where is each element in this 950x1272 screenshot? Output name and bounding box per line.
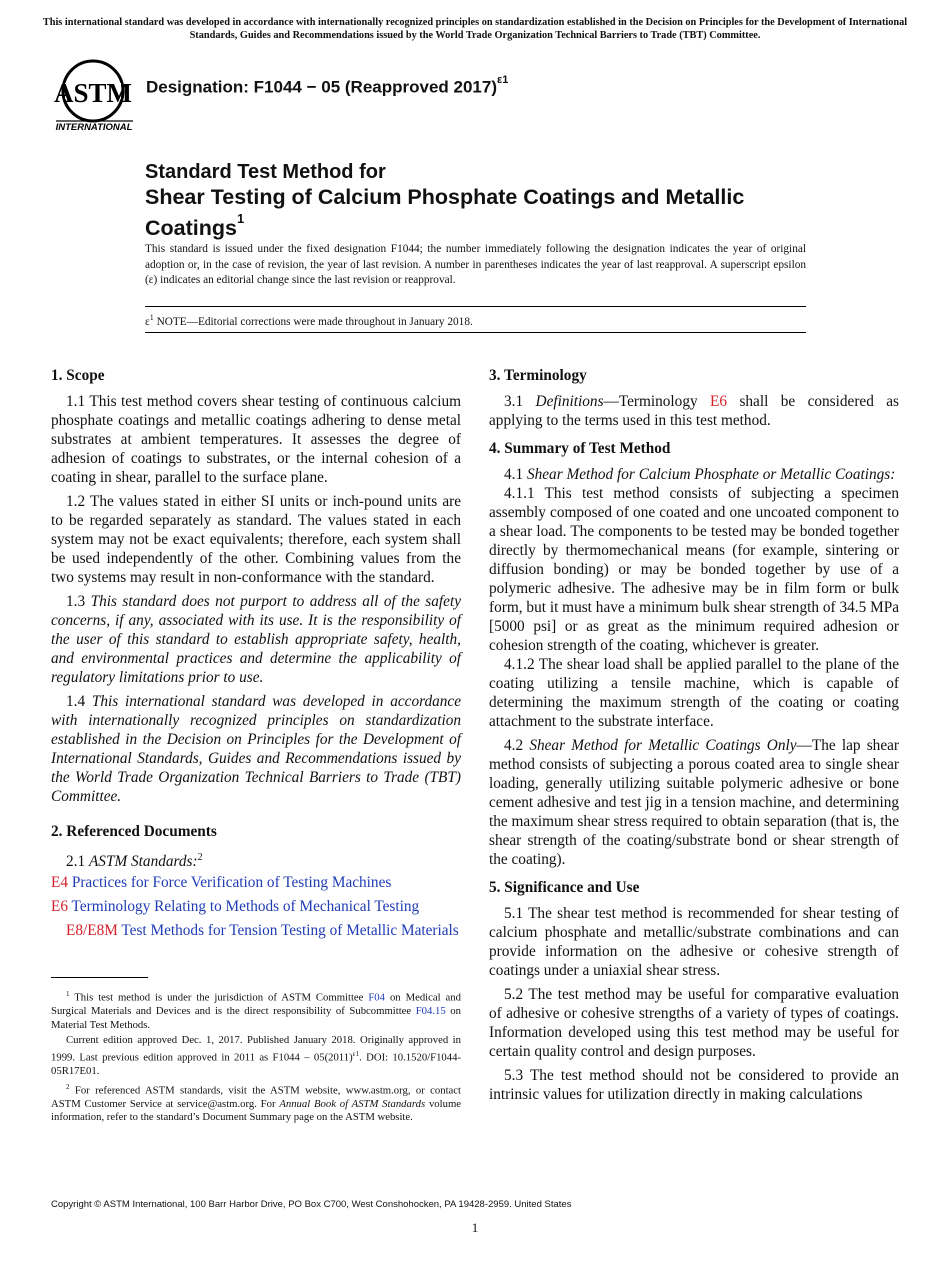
- tbt-notice: This international standard was developed in accordance with internationally recognized principles on standardization established in the Decision on Principles for the Development of International Standards, Guides and Recommendations issued by the World Trade Organization Technical Barriers to Trade (TBT) Committee.: [42, 17, 908, 41]
- scope-p4: 1.4 This international standard was developed in accordance with internationally recognized principles on standardization established in the Decision on Principles for the Development of International Standards, Guides and Recommendations issued by the World Trade Organization Technical Barriers to Trade (TBT) Committee.: [51, 693, 461, 805]
- scope-p1: 1.1 This test method covers shear testing of continuous calcium phosphate coatings and metallic coatings adhering to dense metal substrates at ambient temperatures. It assesses the degree of adhesion of coatings to substrates, or the internal cohesion of a coating in shear, parallel to the surface plane.: [51, 393, 461, 486]
- issued-note: This standard is issued under the fixed designation F1044; the number immediately following the designation indicates the year of original adoption or, in the case of revision, the year of last revision. A number in parentheses indicates the year of last reapproval. A superscript epsilon (ε) indicates an editorial change since the last revision or reapproval.: [145, 243, 806, 286]
- copyright: Copyright © ASTM International, 100 Barr Harbor Drive, PO Box C700, West Conshohocken, PA 19428-2959. United States: [51, 1199, 572, 1210]
- footnote-1: $^1$ This test method is under the jurisdiction of ASTM Committee F04 on Medical and Surgical Materials and Devices and is the direct responsibility of Subcommittee F04.15 on Material Test Methods.: [51, 990, 461, 1031]
- scope-p3: 1.3 This standard does not purport to address all of the safety concerns, if any, associated with its use. It is the responsibility of the user of this standard to establish appropriate safety, health, and environmental practices and determine the applicability of regulatory limitations prior to use.: [51, 593, 461, 686]
- summary-p42: 4.2 Shear Method for Metallic Coatings Only—The lap shear method consists of subjecting a porous coated area to single shear loading, generally utilizing suitable polymeric adhesive or bone cement adhesive and test jig in a tension machine, and determining the maximum shear stress required to obtain separation (that is, the shear strength of the coating/substrate bond or shear strength of the coating).: [489, 737, 899, 868]
- designation: [146, 74, 509, 98]
- left-column: [51, 366, 461, 945]
- logo-mark: ASTM: [53, 78, 133, 108]
- footnote-rule: [51, 977, 148, 978]
- significance-heading: 5. Significance and Use: [489, 879, 640, 896]
- link-e6[interactable]: E6: [710, 393, 728, 410]
- editorial-note: $\varepsilon^1$ NOTE—Editorial corrections were made throughout in January 2018.: [145, 306, 806, 333]
- significance-p53: 5.3 The test method should not be considered to provide an intrinsic values for utilization directly in making calculations: [489, 1067, 899, 1103]
- ref-e8[interactable]: E8/E8M Test Methods for Tension Testing of Metallic Materials: [66, 922, 459, 940]
- footnote-edition: Current edition approved Dec. 1, 2017. Published January 2018. Originally approved in 1999. Last previous edition approved in 2011 as $F1044 - 05(2011)^{\varepsilon 1}$. DOI: 10.1520/F1044-05R17E01.: [51, 1034, 462, 1078]
- significance-p52: 5.2 The test method may be useful for comparative evaluation of adhesive or cohesive strengths of a variety of types of coatings. Information developed using this test method may be useful for certain quality control and design purposes.: [489, 986, 899, 1060]
- scope-heading: 1. Scope: [51, 367, 105, 384]
- document-title: [145, 160, 845, 241]
- link-f0415[interactable]: F04.15: [415, 1005, 446, 1018]
- logo-sub: INTERNATIONAL: [55, 122, 133, 133]
- designation-text: Designation: F1044 − 05 (Reapproved 2017): [146, 77, 497, 97]
- designation-sup: ε1: [497, 74, 509, 86]
- scope-p2: 1.2 The values stated in either SI units or inch-pound units are to be regarded separately as standard. The values stated in each system may not be exact equivalents; therefore, each system shall be used independently of the other. Combining values from the two systems may result in non-conformance with the standard.: [51, 493, 461, 586]
- footnote-2: $^2$ For referenced ASTM standards, visit the ASTM website, www.astm.org, or contact ASTM Customer Service at service@astm.org. For Annual Book of ASTM Standards volume information, refer to the standard’s Document Summary page on the ASTM website.: [51, 1082, 461, 1124]
- ref-e6[interactable]: E6 Terminology Relating to Methods of Mechanical Testing: [51, 898, 420, 916]
- refdocs-p1: 2.1 ASTM Standards:$^2$: [66, 852, 203, 871]
- ref-e4[interactable]: E4 Practices for Force Verification of Testing Machines: [51, 874, 392, 892]
- terminology-p1: 3.1 Definitions—Terminology E6 shall be considered as applying to the terms used in this test method.: [489, 393, 899, 429]
- link-f04[interactable]: F04: [368, 991, 385, 1004]
- title-line1: Standard Test Method for: [145, 161, 386, 183]
- summary-p411: 4.1.1 This test method consists of subjecting a specimen assembly composed of one coated and one uncoated component to a shear load. The components to be tested may be bonded together directly by thermomechanical means (for example, sintering or diffusion bonding) or may be bonded together by use of a polymeric adhesive. The adhesive may be in film form or bulk form, but it must have a minimum bulk shear strength of 34.5 MPa [5000 psi] or as great as the minimum required adhesion or cohesion strength of the coating, whichever is greater.: [489, 485, 899, 654]
- astm-logo-icon: [53, 58, 135, 134]
- terminology-heading: 3. Terminology: [489, 367, 587, 384]
- page-number: 1: [471, 1220, 479, 1235]
- refdocs-heading: 2. Referenced Documents: [51, 823, 217, 840]
- summary-p41: 4.1 Shear Method for Calcium Phosphate or Metallic Coatings:: [504, 466, 896, 483]
- summary-p412: 4.1.2 The shear load shall be applied parallel to the plane of the coating utilizing a tensile machine, which is capable of determining the maximum strength of the coating or coating attachment to the substrate interface.: [489, 656, 899, 730]
- right-column: [489, 366, 899, 1109]
- footnotes: [51, 988, 461, 1127]
- title-line2: Shear Testing of Calcium Phosphate Coatings and Metallic Coatings$^1$: [145, 185, 745, 241]
- significance-p51: 5.1 The shear test method is recommended for shear testing of calcium phosphate and metallic/substrate combinations and can provide information on the adhesive or cohesive strength of coatings under a uniaxial shear stress.: [489, 905, 899, 979]
- summary-heading: 4. Summary of Test Method: [489, 440, 671, 457]
